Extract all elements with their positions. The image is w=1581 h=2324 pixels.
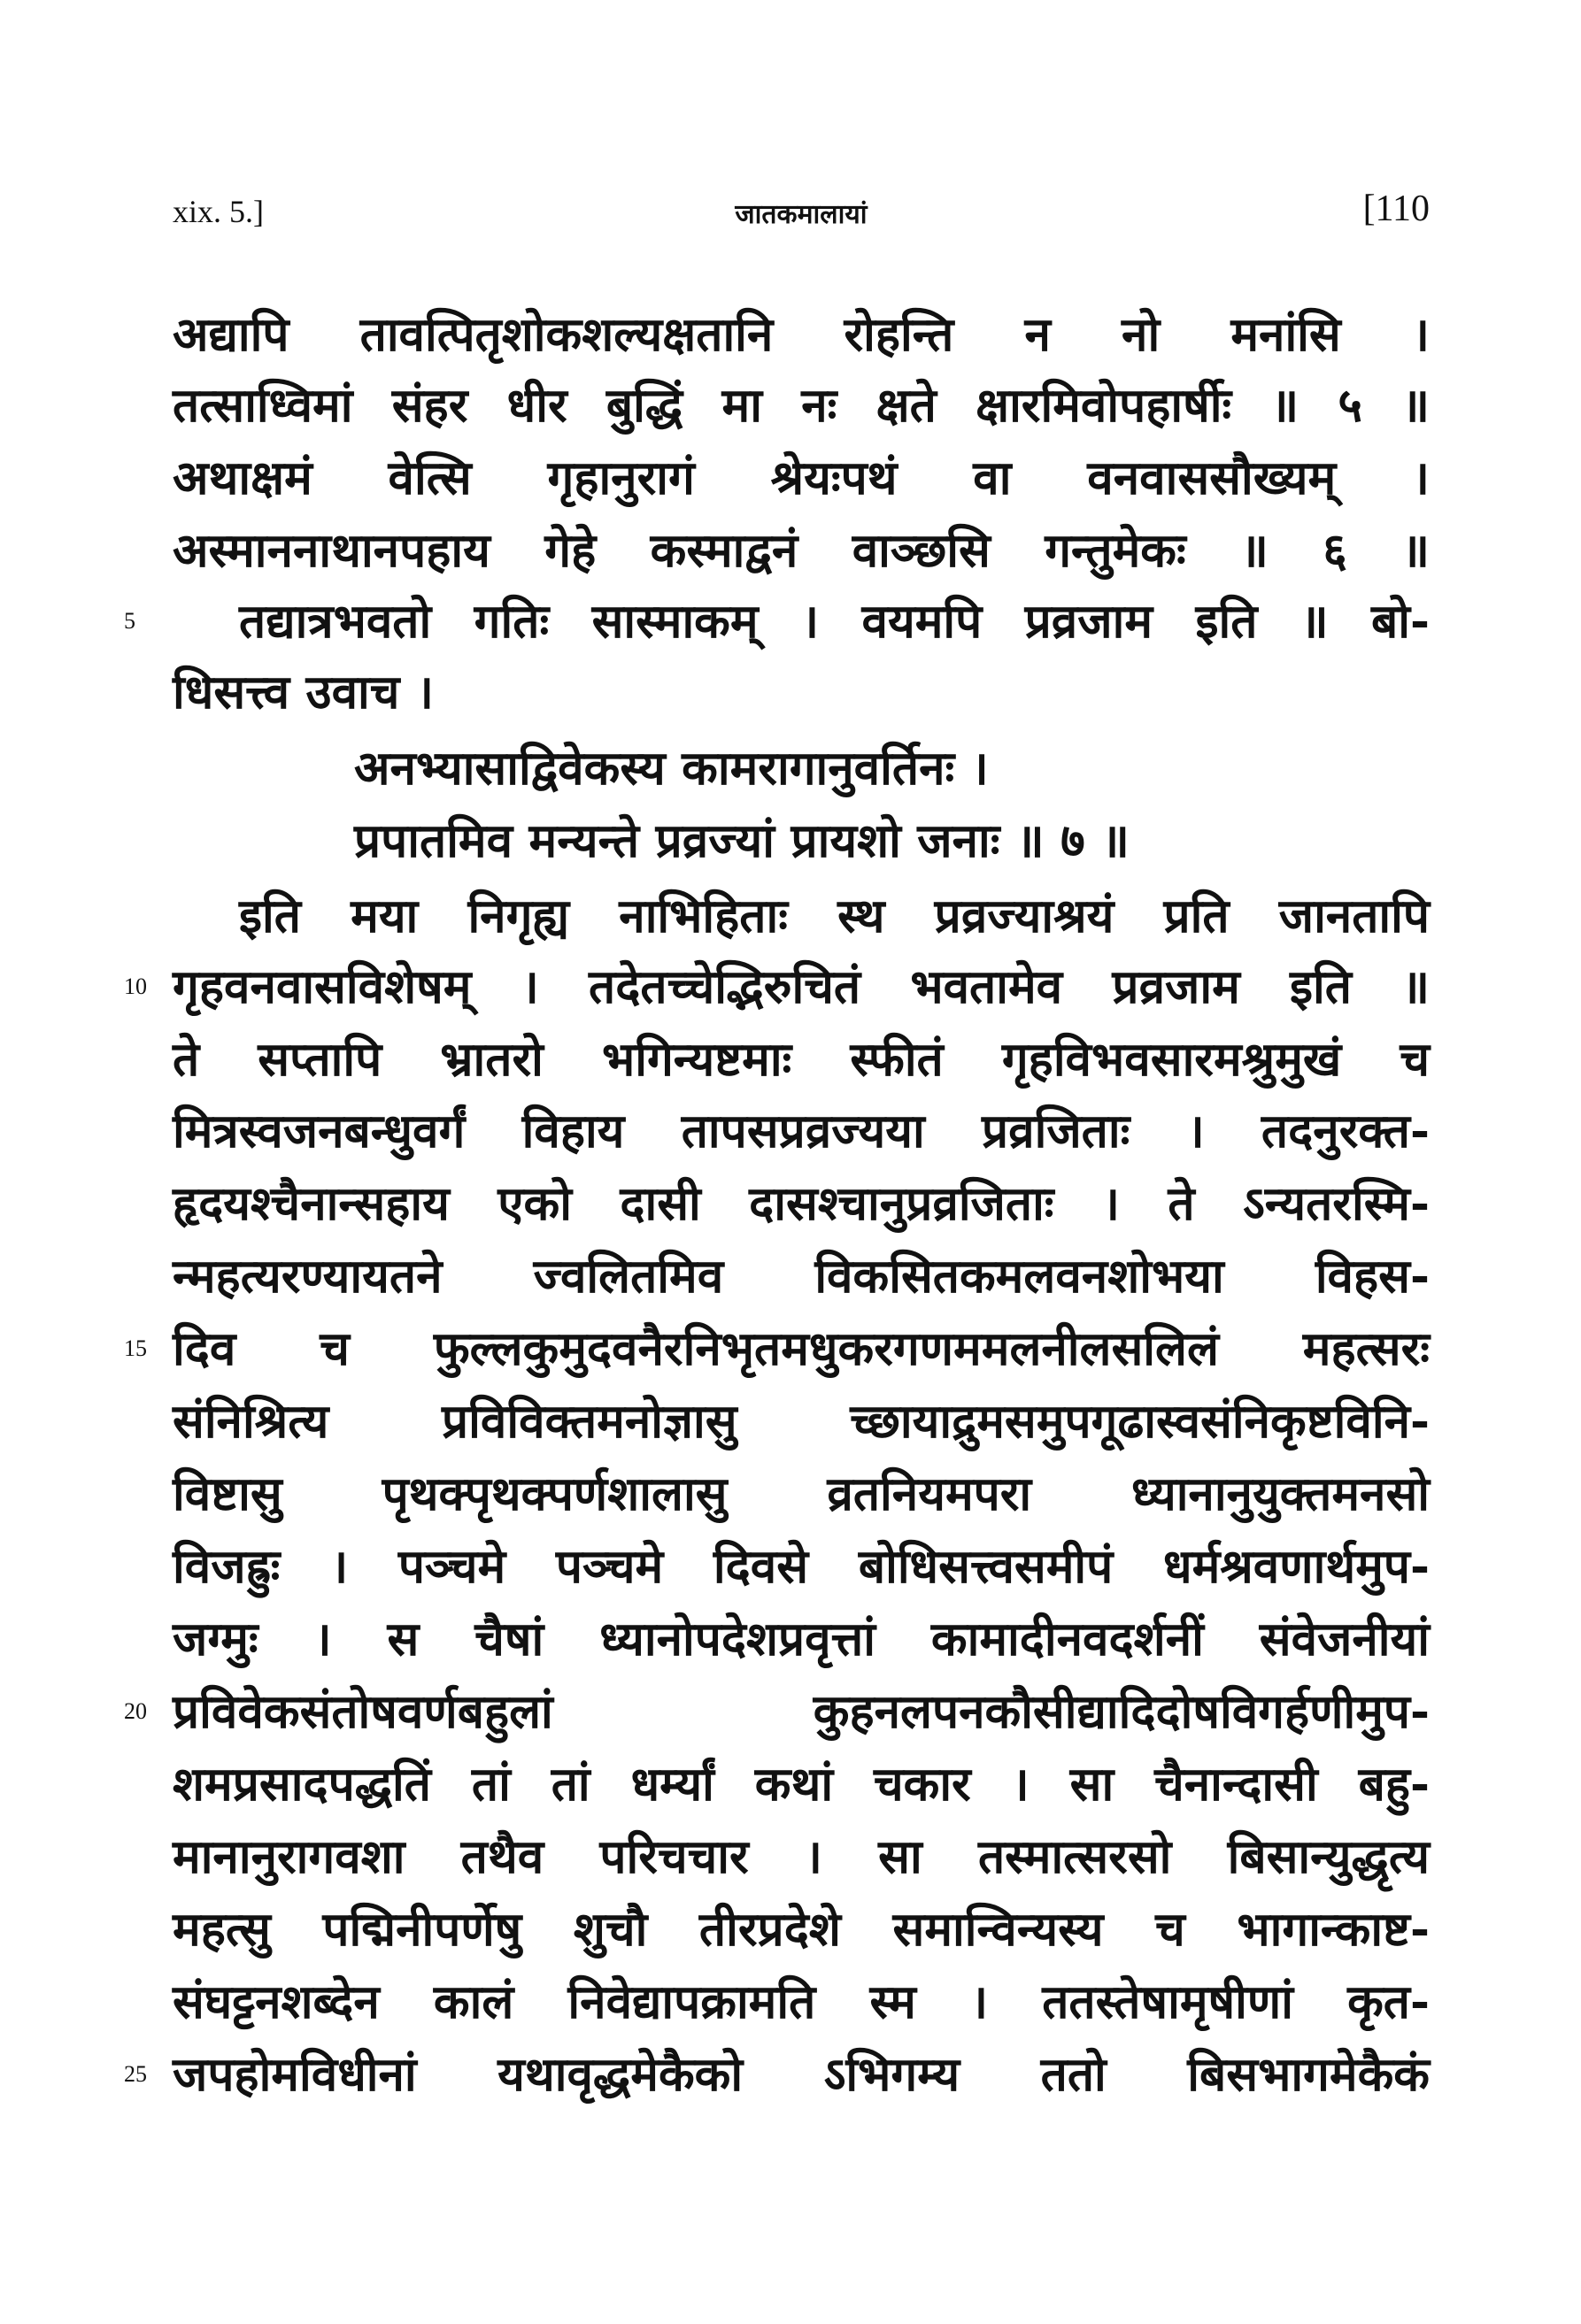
text-line: अथाक्षमं वेत्सि गृहानुरागं श्रेयःपथं वा वनवाससौख्यम् । bbox=[173, 450, 1430, 505]
page-number: [110 bbox=[1362, 189, 1430, 229]
text-line: ते सप्तापि भ्रातरो भगिन्यष्टमाः स्फीतं गृहविभवसारमश्रुमुखं च bbox=[173, 1032, 1430, 1087]
text-line: धिसत्त्व उवाच । bbox=[173, 665, 434, 720]
text-line: विष्टासु पृथक्पृथक्पर्णशालासु व्रतनियमपरा ध्यानानुयुक्तमनसो bbox=[173, 1466, 1430, 1521]
text-line: विजह्रुः । पञ्चमे पञ्चमे दिवसे बोधिसत्त्वसमीपं धर्मश्रवणार्थमुप- bbox=[173, 1539, 1430, 1594]
text-line: महत्सु पद्मिनीपर्णेषु शुचौ तीरप्रदेशे समान्विन्यस्य च भागान्काष्ट- bbox=[173, 1902, 1430, 1957]
text-line: तत्साध्विमां संहर धीर बुद्धिं मा नः क्षते क्षारमिवोपहार्षीः ॥ ५ ॥ bbox=[173, 378, 1430, 433]
verse-line: अनभ्यासाद्विवेकस्य कामरागानुवर्तिनः । bbox=[354, 741, 989, 796]
text-line: प्रविवेकसंतोषवर्णबहुलां कुहनलपनकौसीद्यादिदोषविगर्हणीमुप- bbox=[173, 1684, 1430, 1739]
text-line: अस्माननाथानपहाय गेहे कस्माद्वनं वाञ्छसि गन्तुमेकः ॥ ६ ॥ bbox=[173, 523, 1430, 578]
text-line: जग्मुः । स चैषां ध्यानोपदेशप्रवृत्तां कामादीनवदर्शनीं संवेजनीयां bbox=[173, 1612, 1430, 1666]
line-number: 5 bbox=[124, 608, 135, 634]
text-line: इति मया निगृह्य नाभिहिताः स्थ प्रव्रज्याश्रयं प्रति जानतापि bbox=[239, 889, 1430, 943]
text-line: मानानुरागवशा तथैव परिचचार । सा तस्मात्सरसो बिसान्युद्धृत्य bbox=[173, 1829, 1430, 1884]
text-line: संनिश्रित्य प्रविविक्तमनोज्ञासु च्छायाद्रुमसमुपगूढास्वसंनिकृष्टविनि- bbox=[173, 1394, 1430, 1449]
running-head bbox=[173, 186, 1430, 239]
text-line: संघट्टनशब्देन कालं निवेद्यापक्रामति स्म । ततस्तेषामृषीणां कृत- bbox=[173, 1974, 1430, 2029]
verse-line: प्रपातमिव मन्यन्ते प्रव्रज्यां प्रायशो जनाः ॥ ७ ॥ bbox=[354, 813, 1130, 868]
text-line: गृहवनवासविशेषम् । तदेतच्चेद्भिरुचितं भवतामेव प्रव्रजाम इति ॥ bbox=[173, 959, 1430, 1014]
line-number: 20 bbox=[124, 1698, 147, 1724]
line-number: 25 bbox=[124, 2061, 147, 2087]
text-line: हृदयश्चैनान्सहाय एको दासी दासश्चानुप्रव्रजिताः । ते ऽन्यतरस्मि- bbox=[173, 1176, 1430, 1231]
text-line: अद्यापि तावत्पितृशोकशल्यक्षतानि रोहन्ति न नो मनांसि । bbox=[173, 307, 1430, 362]
text-line: न्महत्यरण्यायतने ज्वलितमिव विकसितकमलवनशोभया विहस- bbox=[173, 1249, 1430, 1304]
line-number: 10 bbox=[124, 973, 147, 999]
text-line: तद्यात्रभवतो गतिः सास्माकम् । वयमपि प्रव्रजाम इति ॥ बो- bbox=[239, 594, 1430, 649]
text-line: दिव च फुल्लकुमुदवनैरनिभृतमधुकरगणममलनीलसलिलं महत्सरः bbox=[173, 1321, 1430, 1376]
text-line: मित्रस्वजनबन्धुवर्गं विहाय तापसप्रव्रज्यया प्रव्रजिताः । तदनुरक्त- bbox=[173, 1104, 1430, 1158]
text-line: शमप्रसादपद्धतिं तां तां धर्म्यां कथां चकार । सा चैनान्दासी बहु- bbox=[173, 1757, 1430, 1812]
section-reference: xix. 5.] bbox=[173, 194, 264, 229]
running-title: जातकमालायां bbox=[735, 199, 868, 230]
text-line: जपहोमविधीनां यथावृद्धमेकैको ऽभिगम्य ततो बिसभागमेकैकं bbox=[173, 2047, 1430, 2102]
line-number: 15 bbox=[124, 1335, 147, 1361]
